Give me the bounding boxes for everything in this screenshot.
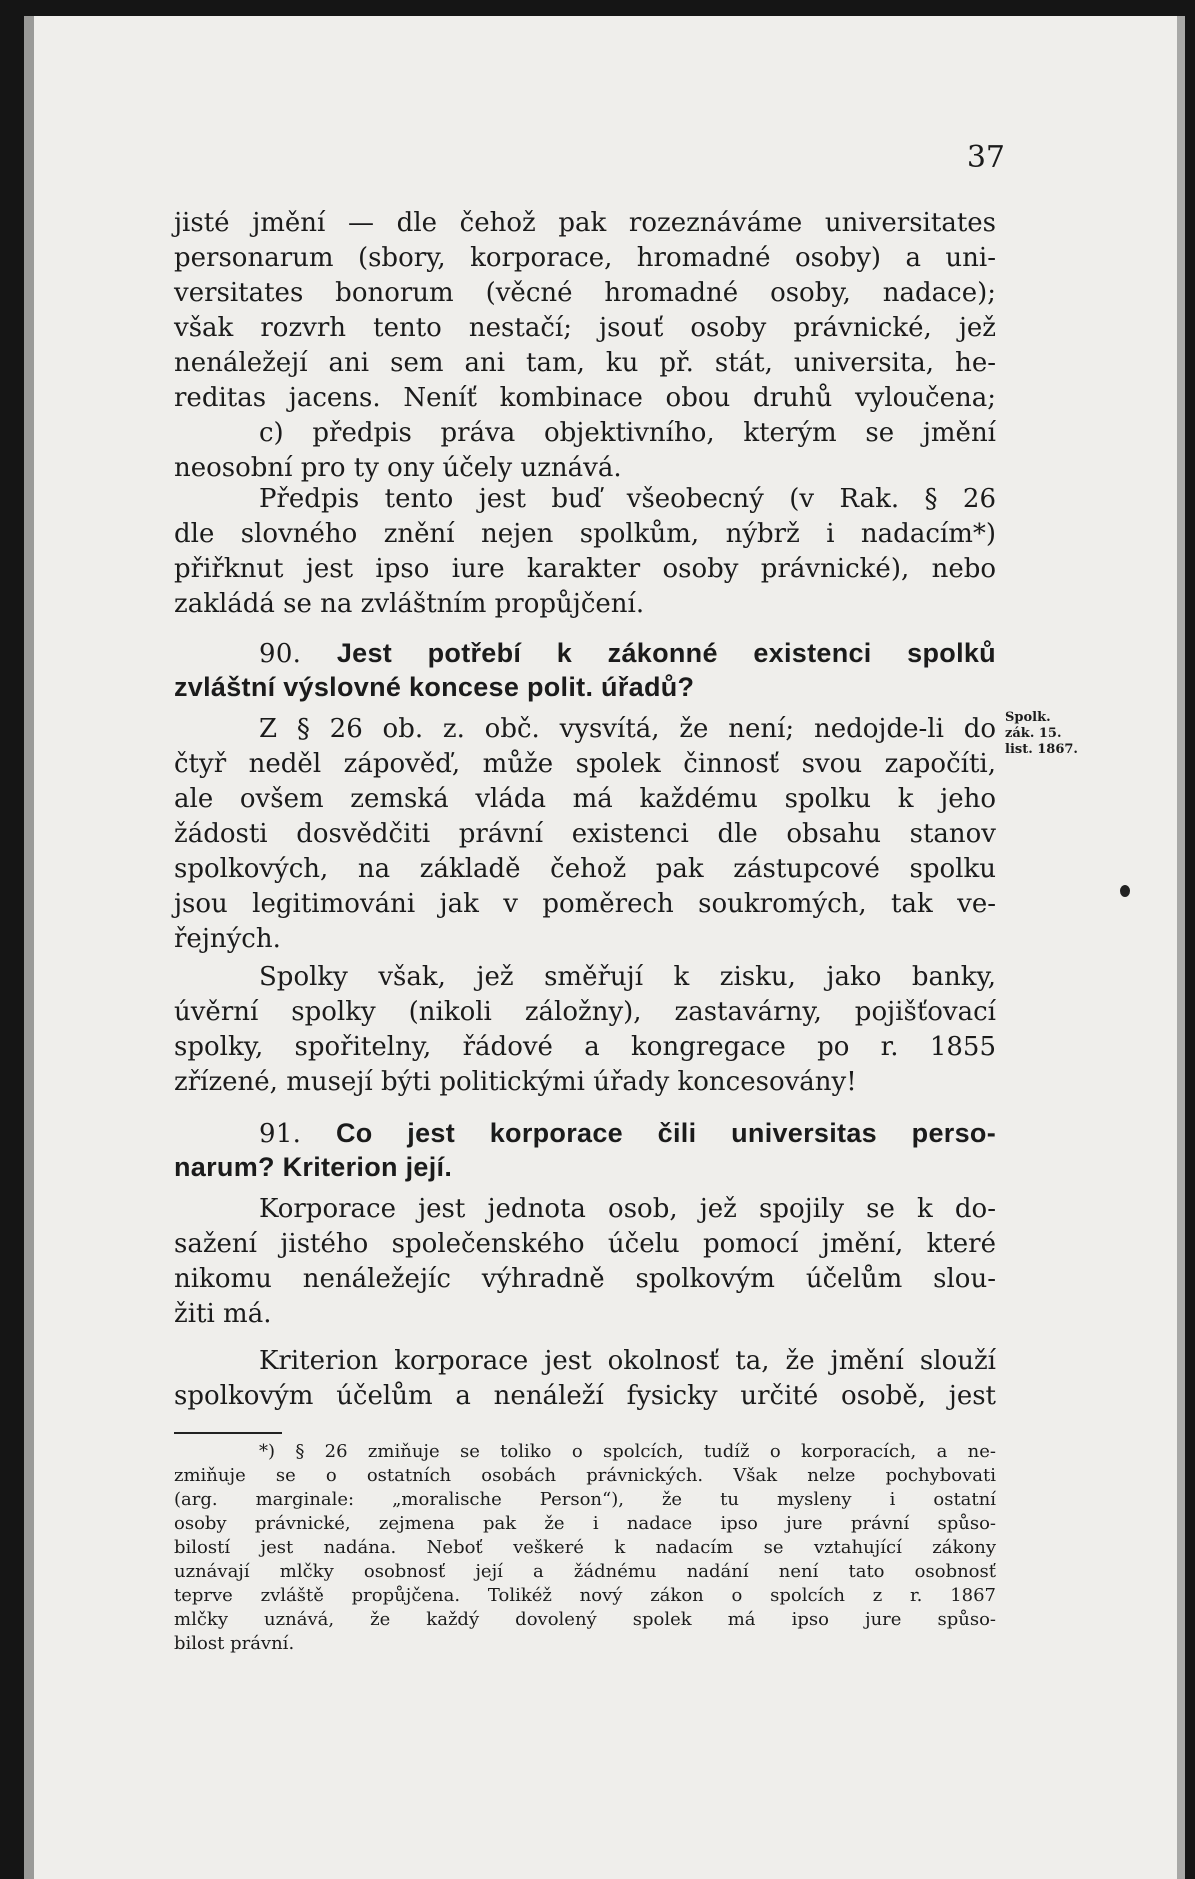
paragraph-6 <box>174 1344 996 1414</box>
text-line: Korporace jest jednota osob, jež spojily se k do- <box>259 1194 996 1224</box>
text-line: Kriterion korporace jest okolnosť ta, že jmění slouží <box>259 1346 996 1376</box>
text-line: Z § 26 ob. z. obč. vysvítá, že není; nedojde-li do <box>259 714 996 744</box>
margin-note-line: Spolk. <box>1005 710 1051 725</box>
text-line: řejných. <box>174 924 281 954</box>
text-line: versitates bonorum (věcné hromadné osoby, nadace); <box>174 278 996 308</box>
text-line: sažení jistého společenského účelu pomocí jmění, které <box>174 1229 996 1259</box>
text-line: reditas jacens. Neníť kombinace obou druhů vyloučena; <box>174 383 996 413</box>
footnote-line: (arg. marginale: „moralische Person“), že tu mysleny i ostatní <box>174 1489 996 1510</box>
scan-border-right <box>1185 0 1195 1879</box>
scan-border-top <box>0 0 1195 16</box>
footnote-line: osoby právnické, zejmena pak že i nadace ipso jure právní spůso- <box>174 1513 996 1534</box>
text-line: úvěrní spolky (nikoli záložny), zastavárny, pojišťovací <box>174 997 996 1027</box>
paragraph-3 <box>174 712 996 957</box>
text-line: přiřknut jest ipso iure karakter osoby právnické), nebo <box>174 554 996 584</box>
scan-shadow-right <box>1177 16 1185 1879</box>
text-line: spolky, spořitelny, řádové a kongregace po r. 1855 <box>174 1032 996 1062</box>
footnote-rule <box>174 1432 282 1434</box>
text-line: nikomu nenáležejíc výhradně spolkovým účelům slou- <box>174 1264 996 1294</box>
text-line: ale ovšem zemská vláda má každému spolku k jeho <box>174 784 996 814</box>
heading-number: 90. <box>259 639 302 669</box>
footnote-line: bilostí jest nadána. Neboť veškeré k nadacím se vztahující zákony <box>174 1537 996 1558</box>
text-line: jisté jmění — dle čehož pak rozeznáváme universitates <box>174 208 996 238</box>
text-line: jsou legitimováni jak v poměrech soukromých, tak ve- <box>174 889 996 919</box>
text-line: Předpis tento jest buď všeobecný (v Rak. § 26 <box>259 484 996 514</box>
margin-note-line: list. 1867. <box>1005 742 1078 757</box>
text-line: spolkových, na základě čehož pak zástupcové spolku <box>174 854 996 884</box>
scan-border-left <box>0 0 24 1879</box>
text-line: však rozvrh tento nestačí; jsouť osoby právnické, jež <box>174 313 996 343</box>
text-line: zakládá se na zvláštním propůjčení. <box>174 589 645 619</box>
footnote-line: mlčky uznává, že každý dovolený spolek má ipso jure spůso- <box>174 1609 996 1630</box>
footnote-line: uznávají mlčky osobnosť její a žádnému nadání není tato osobnosť <box>174 1561 996 1582</box>
paragraph-5 <box>174 1192 996 1332</box>
text-line: nenáležejí ani sem ani tam, ku př. stát, universita, he- <box>174 348 996 378</box>
footnote-line: teprve zvláště propůjčena. Tolikéž nový zákon o spolcích z r. 1867 <box>174 1585 996 1606</box>
text-line: personarum (sbory, korporace, hromadné osoby) a uni- <box>174 243 996 273</box>
scan-shadow-left <box>24 16 34 1879</box>
footnote-line: zmiňuje se o ostatních osobách právnických. Však nelze pochybovati <box>174 1465 996 1486</box>
paragraph-4 <box>174 960 996 1100</box>
text-line: neosobní pro ty ony účely uznává. <box>174 453 622 483</box>
text-line: spolkovým účelům a nenáleží fysicky určité osobě, jest <box>174 1381 996 1411</box>
heading-line: narum? Kriterion její. <box>174 1152 453 1182</box>
page-number: 37 <box>966 140 1005 175</box>
text-line: žádosti dosvědčiti právní existenci dle obsahu stanov <box>174 819 996 849</box>
paragraph-1 <box>174 206 996 486</box>
text-line: čtyř neděl zápověď, může spolek činnosť svou započíti, <box>174 749 996 779</box>
footnote <box>174 1440 996 1656</box>
question-heading-91 <box>174 1116 996 1184</box>
text-line: c) předpis práva objektivního, kterým se jmění <box>259 418 996 448</box>
margin-note <box>1005 710 1078 758</box>
paragraph-2 <box>174 482 996 622</box>
heading-line: Jest potřebí k zákonné existenci spolků <box>336 638 996 668</box>
ink-spot <box>1120 885 1130 897</box>
text-line: dle slovného znění nejen spolkům, nýbrž i nadacím*) <box>174 519 996 549</box>
footnote-line: *) § 26 zmiňuje se toliko o spolcích, tudíž o korporacích, a ne- <box>259 1441 996 1462</box>
text-line: žiti má. <box>174 1299 272 1329</box>
question-heading-90 <box>174 636 996 704</box>
heading-line: Co jest korporace čili universitas perso- <box>335 1118 996 1148</box>
margin-note-line: zák. 15. <box>1005 726 1062 741</box>
text-line: Spolky však, jež směřují k zisku, jako banky, <box>259 962 996 992</box>
text-line: zřízené, musejí býti politickými úřady koncesovány! <box>174 1067 857 1097</box>
heading-line: zvláštní výslovné koncese polit. úřadů? <box>174 672 695 702</box>
footnote-line: bilost právní. <box>174 1633 295 1654</box>
heading-number: 91. <box>259 1119 302 1149</box>
